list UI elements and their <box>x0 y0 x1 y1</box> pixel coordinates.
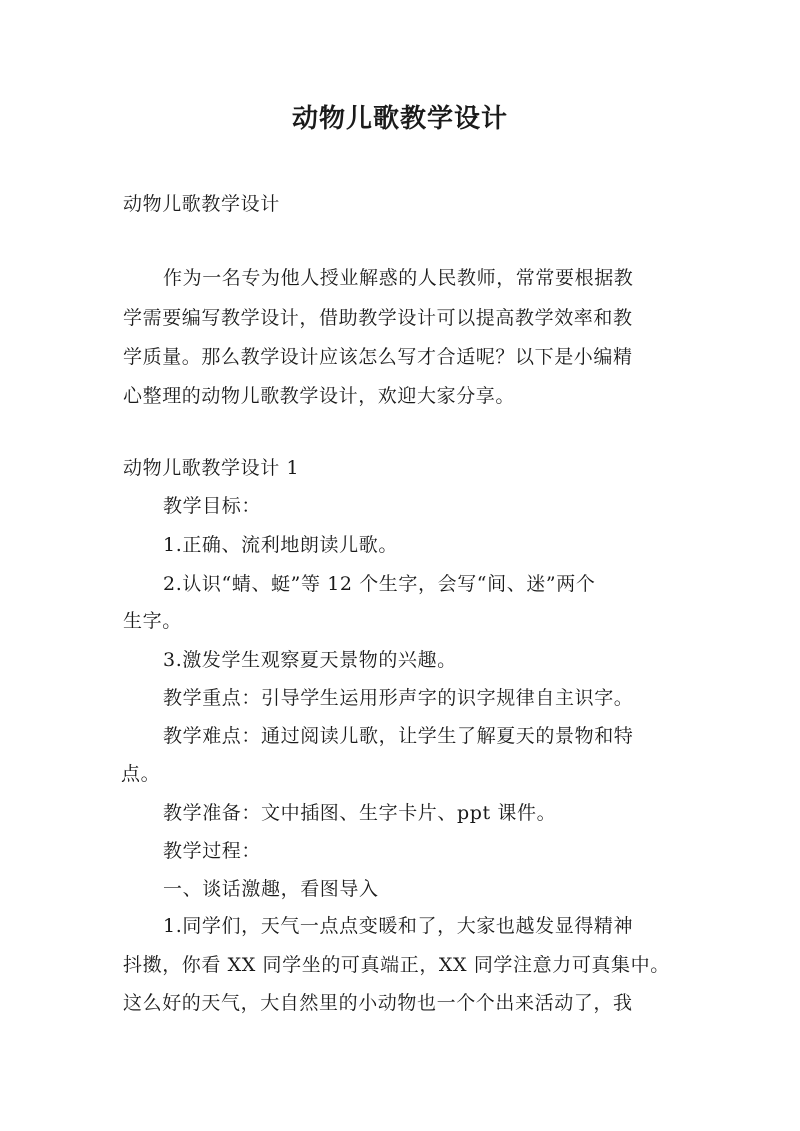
preparation: 教学准备：文中插图、生字卡片、ppt 课件。 <box>163 802 557 824</box>
goal-2-line-2: 生字。 <box>123 610 182 632</box>
intro-line-1: 作为一名专为他人授业解惑的人民教师，常常要根据教 <box>163 267 634 289</box>
step-1-heading: 一、谈话激趣，看图导入 <box>163 878 379 900</box>
difficulty-line-1: 教学难点：通过阅读儿歌，让学生了解夏天的景物和特 <box>163 725 634 747</box>
goal-2-line-1: 2.认识“蜻、蜓”等 12 个生字，会写“间、迷”两个 <box>163 573 596 595</box>
process-label: 教学过程： <box>163 840 262 862</box>
document-subtitle: 动物儿歌教学设计 <box>123 193 280 215</box>
section-heading: 动物儿歌教学设计 1 <box>123 457 300 479</box>
step-1-line-2: 抖擞，你看 XX 同学坐的可真端正，XX 同学注意力可真集中。 <box>123 954 670 976</box>
step-1-line-3: 这么好的天气，大自然里的小动物也一个个出来活动了，我 <box>123 992 633 1014</box>
document-title: 动物儿歌教学设计 <box>291 104 508 134</box>
difficulty-line-2: 点。 <box>121 763 161 785</box>
intro-line-2: 学需要编写教学设计，借助教学设计可以提高教学效率和教 <box>123 307 633 329</box>
key-point: 教学重点：引导学生运用形声字的识字规律自主识字。 <box>163 687 634 709</box>
goal-1: 1.正确、流利地朗读儿歌。 <box>163 534 398 556</box>
goal-3: 3.激发学生观察夏天景物的兴趣。 <box>163 649 457 671</box>
intro-line-4: 心整理的动物儿歌教学设计，欢迎大家分享。 <box>123 385 516 407</box>
intro-line-3: 学质量。那么教学设计应该怎么写才合适呢？以下是小编精 <box>123 346 633 368</box>
goals-label: 教学目标： <box>163 495 262 517</box>
step-1-line-1: 1.同学们，天气一点点变暖和了，大家也越发显得精神 <box>163 915 634 937</box>
